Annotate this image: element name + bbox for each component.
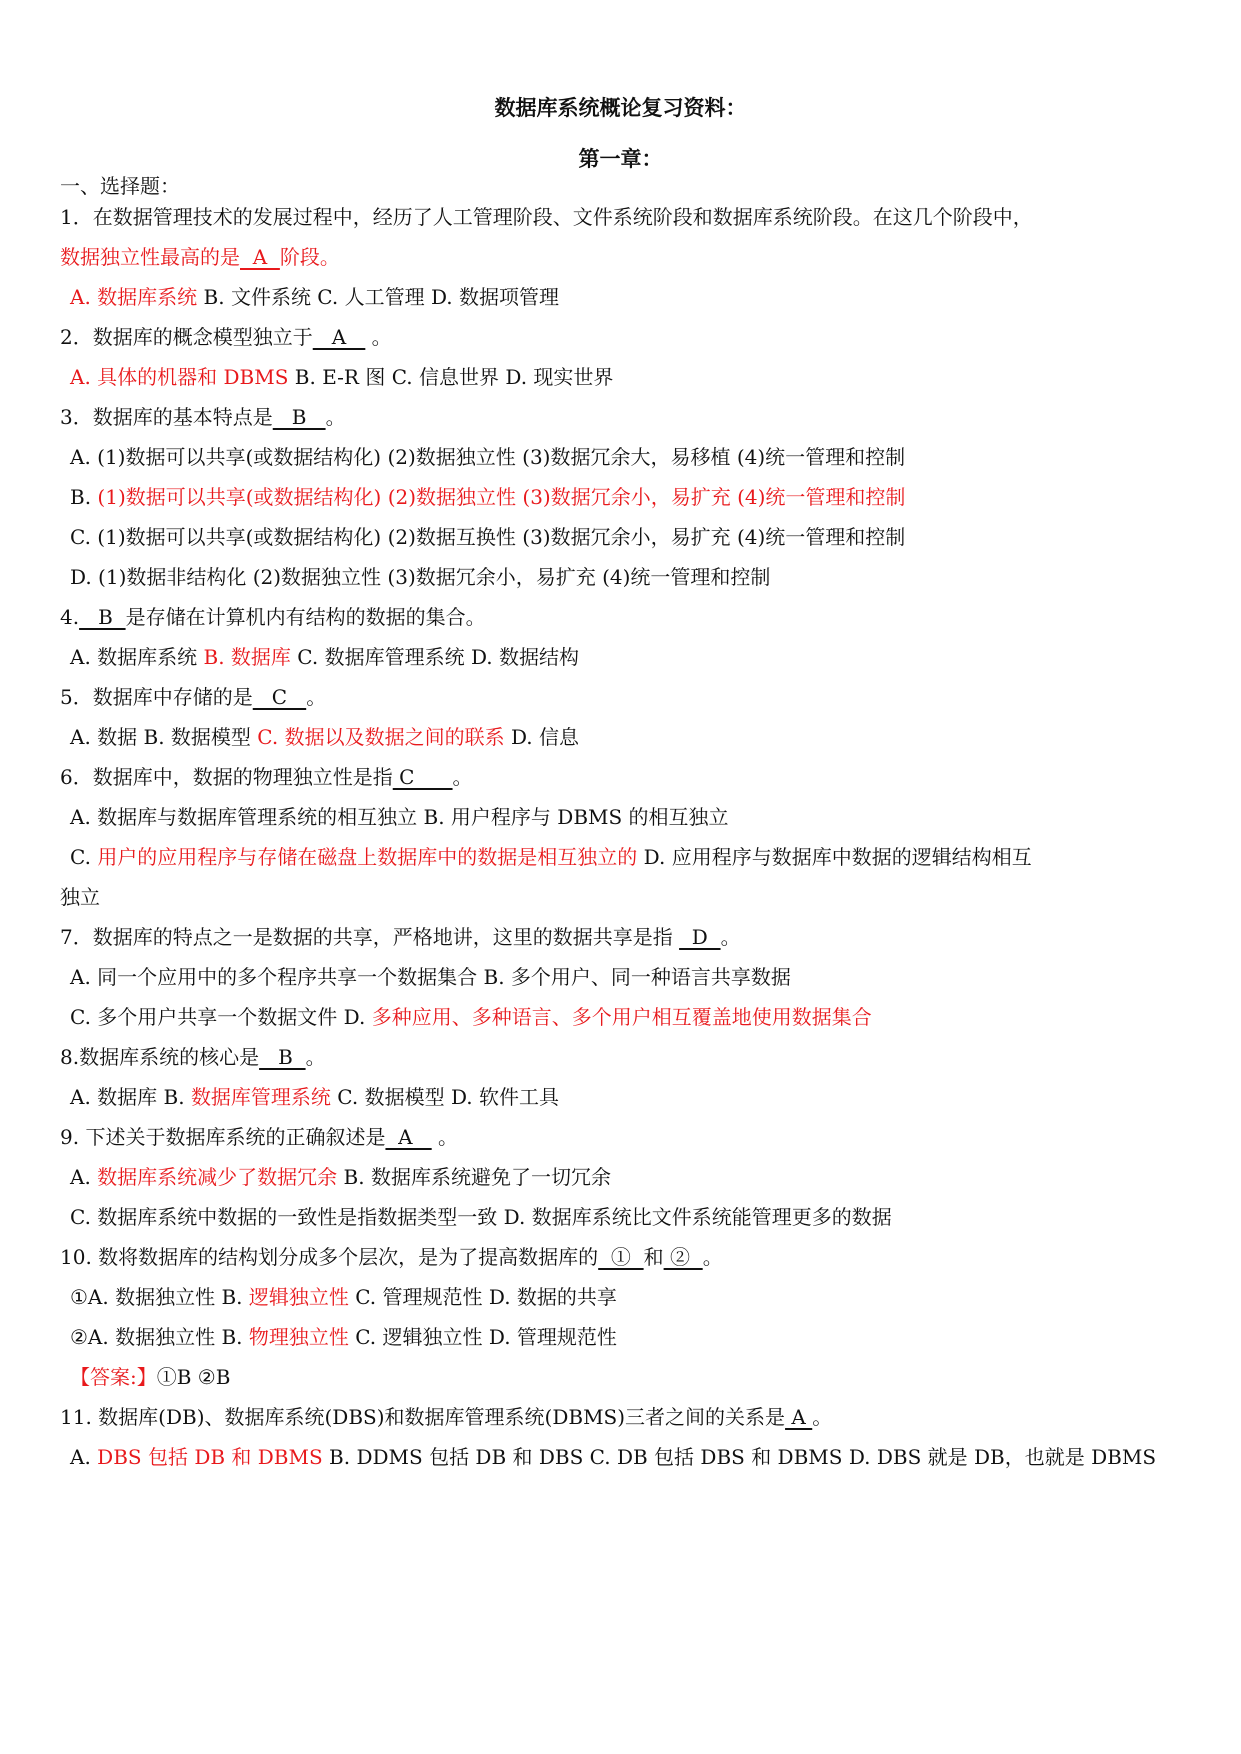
question-10-mid: 和 — [643, 1245, 664, 1269]
question-4-option-a: A. 数据库系统 — [70, 645, 204, 669]
question-11-text: 11. 数据库(DB)、数据库系统(DBS)和数据库管理系统(DBMS)三者之间的关系是 — [60, 1405, 786, 1429]
question-7-option-d: 多种应用、多种语言、多个用户相互覆盖地使用数据集合 — [371, 1005, 872, 1029]
question-5-options-rest: D. 信息 — [504, 725, 580, 749]
question-3-option-d: D. (1)数据非结构化 (2)数据独立性 (3)数据冗余小，易扩充 (4)统一管理和控制 — [70, 565, 771, 589]
question-8-blank: B — [259, 1045, 306, 1069]
question-6-option-d: D. 应用程序与数据库中数据的逻辑结构相互 — [637, 845, 1032, 869]
question-1-options-rest: B. 文件系统 C. 人工管理 D. 数据项管理 — [197, 285, 559, 309]
question-6-options-cd — [70, 843, 1200, 871]
document-title: 数据库系统概论复习资料： — [494, 96, 747, 120]
question-11-options-rest: B. DDMS 包括 DB 和 DBS C. DB 包括 DBS 和 DBMS D. DBS 就是 DB，也就是 DBMS — [322, 1445, 1157, 1469]
question-8-options — [70, 1083, 1200, 1111]
question-5-options — [70, 723, 1200, 751]
question-10-row-2 — [70, 1323, 1200, 1351]
question-11 — [60, 1403, 1190, 1431]
question-3 — [60, 403, 1190, 431]
question-10-row-1-b: 逻辑独立性 — [248, 1285, 349, 1309]
question-2-options — [70, 363, 1200, 391]
question-5-end: 。 — [306, 685, 327, 709]
question-9-options-ab — [70, 1163, 1200, 1191]
question-10-blank-1: ① — [598, 1245, 644, 1269]
question-8-text: 8.数据库系统的核心是 — [60, 1045, 260, 1069]
question-9-blank: A — [385, 1125, 432, 1149]
question-7 — [60, 923, 1190, 951]
question-8 — [60, 1043, 1190, 1071]
answer-label: 【答案:】 — [70, 1365, 157, 1389]
question-6-option-c: 用户的应用程序与存储在磁盘上数据库中的数据是相互独立的 — [97, 845, 638, 869]
question-1-text: 1．在数据管理技术的发展过程中，经历了人工管理阶段、文件系统阶段和数据库系统阶段。在这几个阶段中， — [60, 205, 1033, 229]
question-1-text-c: 阶段。 — [279, 245, 340, 269]
question-11-options — [70, 1443, 1200, 1471]
question-11-blank: A — [785, 1405, 813, 1429]
question-1-cont — [60, 243, 1190, 271]
question-4-number: 4. — [60, 605, 80, 629]
question-9-options-cd: C. 数据库系统中数据的一致性是指数据类型一致 D. 数据库系统比文件系统能管理更多的数据 — [70, 1205, 892, 1229]
question-4-options-rest: C. 数据库管理系统 D. 数据结构 — [290, 645, 579, 669]
question-2-end: 。 — [365, 325, 392, 349]
question-1-text-b: 数据独立性最高的是 — [60, 245, 240, 269]
section-heading: 一、选择题： — [60, 174, 180, 198]
question-8-options-rest: C. 数据模型 D. 软件工具 — [330, 1085, 559, 1109]
answer-text: ①B ②B — [156, 1365, 231, 1389]
question-8-option-a: A. 数据库 B. — [70, 1085, 191, 1109]
question-9-option-a: 数据库系统减少了数据冗余 — [97, 1165, 338, 1189]
question-6-text: 6．数据库中，数据的物理独立性是指 — [60, 765, 393, 789]
question-8-end: 。 — [305, 1045, 326, 1069]
question-10 — [60, 1243, 1190, 1271]
question-10-blank-2: ② — [663, 1245, 703, 1269]
question-11-option-a-label: A. — [70, 1445, 98, 1469]
question-10-row-2-a: ②A. 数据独立性 B. — [70, 1325, 249, 1349]
question-10-row-1-rest: C. 管理规范性 D. 数据的共享 — [348, 1285, 617, 1309]
question-8-option-b: 数据库管理系统 — [190, 1085, 331, 1109]
question-5-option-c: C. 数据以及数据之间的联系 — [257, 725, 505, 749]
question-3-text: 3．数据库的基本特点是 — [60, 405, 273, 429]
question-2 — [60, 323, 1190, 351]
question-10-row-1 — [70, 1283, 1200, 1311]
question-6 — [60, 763, 1190, 791]
question-3-option-c: C. (1)数据可以共享(或数据结构化) (2)数据互换性 (3)数据冗余小，易扩充 (4)统一管理和控制 — [70, 525, 906, 549]
question-7-blank: D — [679, 925, 721, 949]
question-11-option-a: DBS 包括 DB 和 DBMS — [97, 1445, 323, 1469]
question-10-row-2-b: 物理独立性 — [248, 1325, 349, 1349]
question-9-option-a-label: A. — [70, 1165, 98, 1189]
question-5 — [60, 683, 1190, 711]
question-10-row-1-a: ①A. 数据独立性 B. — [70, 1285, 249, 1309]
question-3-option-b-text: (1)数据可以共享(或数据结构化) (2)数据独立性 (3)数据冗余小，易扩充 (4)统一管理和控制 — [97, 485, 906, 509]
question-3-option-b — [70, 483, 1200, 511]
question-5-options-pre: A. 数据 B. 数据模型 — [70, 725, 258, 749]
question-10-answer — [70, 1363, 1200, 1391]
question-6-option-c-label: C. — [70, 845, 98, 869]
question-10-row-2-rest: C. 逻辑独立性 D. 管理规范性 — [348, 1325, 617, 1349]
question-9 — [60, 1123, 1190, 1151]
question-6-end: 。 — [452, 765, 473, 789]
question-6-options-ab: A. 数据库与数据库管理系统的相互独立 B. 用户程序与 DBMS 的相互独立 — [70, 805, 729, 829]
question-4-options — [70, 643, 1200, 671]
question-5-blank: C — [252, 685, 307, 709]
question-9-end: 。 — [431, 1125, 459, 1149]
question-4 — [60, 603, 1190, 631]
question-2-blank: A — [312, 325, 366, 349]
question-4-text: 是存储在计算机内有结构的数据的集合。 — [125, 605, 486, 629]
question-11-end: 。 — [812, 1405, 833, 1429]
question-2-options-rest: B. E-R 图 C. 信息世界 D. 现实世界 — [288, 365, 614, 389]
question-6-blank: C — [392, 765, 453, 789]
question-1-options — [70, 283, 1200, 311]
question-10-end: 。 — [702, 1245, 723, 1269]
question-7-end: 。 — [720, 925, 741, 949]
question-7-text: 7．数据库的特点之一是数据的共享，严格地讲，这里的数据共享是指 — [60, 925, 680, 949]
question-9-option-b: B. 数据库系统避免了一切冗余 — [337, 1165, 611, 1189]
question-1-blank: A — [240, 245, 280, 269]
question-7-option-c: C. 多个用户共享一个数据文件 D. — [70, 1005, 372, 1029]
question-5-text: 5．数据库中存储的是 — [60, 685, 253, 709]
question-4-blank: B — [79, 605, 126, 629]
question-7-options-cd — [70, 1003, 1200, 1031]
question-2-option-a: A. 具体的机器和 DBMS — [70, 365, 289, 389]
question-2-text: 2．数据库的概念模型独立于 — [60, 325, 313, 349]
question-3-option-b-label: B. — [70, 485, 98, 509]
question-3-end: 。 — [325, 405, 346, 429]
question-6-option-d-cont: 独立 — [60, 885, 100, 909]
chapter-heading: 第一章： — [578, 147, 663, 171]
question-3-option-a: A. (1)数据可以共享(或数据结构化) (2)数据独立性 (3)数据冗余大，易移植 (4)统一管理和控制 — [70, 445, 906, 469]
question-3-blank: B — [272, 405, 326, 429]
question-4-option-b: B. 数据库 — [203, 645, 291, 669]
question-7-options-ab: A. 同一个应用中的多个程序共享一个数据集合 B. 多个用户、同一种语言共享数据 — [70, 965, 791, 989]
question-1-option-a: A. 数据库系统 — [70, 285, 198, 309]
question-1 — [60, 203, 1190, 231]
question-9-text: 9. 下述关于数据库系统的正确叙述是 — [60, 1125, 386, 1149]
question-10-text: 10. 数将数据库的结构划分成多个层次，是为了提高数据库的 — [60, 1245, 599, 1269]
